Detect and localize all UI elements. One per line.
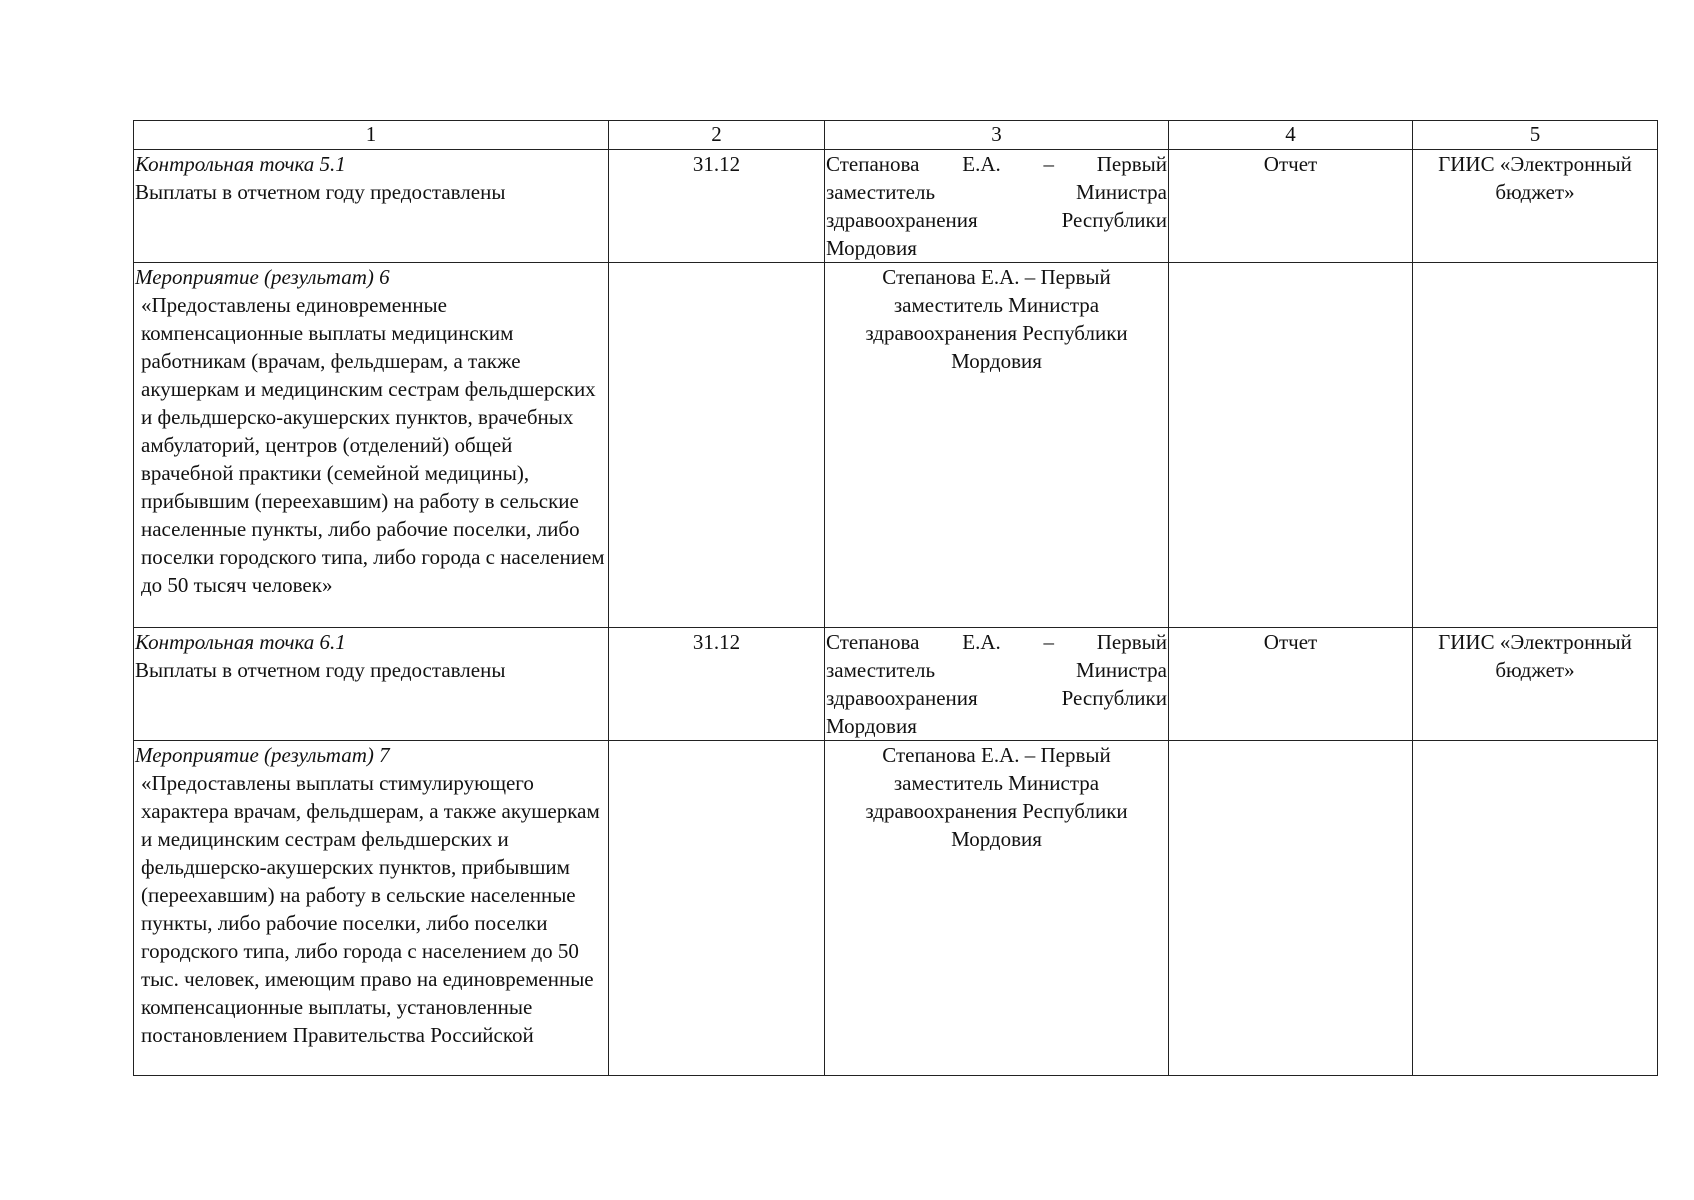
row-kind: Контрольная точка 5.1	[135, 152, 346, 176]
date-cell	[609, 263, 825, 628]
row-description: Выплаты в отчетном году предоставлены	[135, 180, 506, 204]
responsible-cell	[825, 628, 1169, 741]
header-row	[134, 121, 1658, 150]
responsible-line: заместитель Министра	[826, 180, 1167, 204]
date-cell: 31.12	[609, 628, 825, 741]
document-cell	[1169, 741, 1413, 1076]
table-row	[134, 628, 1658, 741]
system-cell	[1413, 741, 1658, 1076]
responsible-cell: Степанова Е.А. – Первый заместитель Министра здравоохранения Республики Мордовия	[825, 741, 1169, 1076]
row-description: Выплаты в отчетном году предоставлены	[135, 658, 506, 682]
document-cell: Отчет	[1169, 628, 1413, 741]
row-description: «Предоставлены единовременные компенсационные выплаты медицинским работникам (врачам, фельдшерам, а также акушеркам и медицинским сестрам фельдшерских и фельдшерско-акушерских пунктов, врачебных амбулаторий, центров (отделений) общей врачебной практики (семейной медицины), прибывшим (переехавшим) на работу в сельские населенные пункты, либо рабочие поселки, либо поселки городского типа, либо города с населением до 50 тысяч человек»	[141, 293, 605, 597]
responsible-line: здравоохранения Республики	[826, 686, 1167, 710]
table-row	[134, 150, 1658, 263]
responsible-cell: Степанова Е.А. – Первый заместитель Министра здравоохранения Республики Мордовия	[825, 263, 1169, 628]
document-cell: Отчет	[1169, 150, 1413, 263]
activity-cell	[134, 150, 609, 263]
header-col-1: 1	[134, 121, 609, 150]
row-kind: Мероприятие (результат) 6	[135, 265, 390, 289]
system-cell	[1413, 263, 1658, 628]
plan-table	[133, 120, 1658, 1076]
table-row	[134, 741, 1658, 1076]
date-cell: 31.12	[609, 150, 825, 263]
system-cell: ГИИС «Электронный бюджет»	[1413, 628, 1658, 741]
table-row	[134, 263, 1658, 628]
activity-cell	[134, 628, 609, 741]
responsible-line: Степанова Е.А. – Первый	[826, 630, 1167, 654]
date-cell	[609, 741, 825, 1076]
responsible-line: Мордовия	[826, 714, 917, 738]
header-col-5: 5	[1413, 121, 1658, 150]
header-col-2: 2	[609, 121, 825, 150]
responsible-line: Мордовия	[826, 236, 917, 260]
header-col-4: 4	[1169, 121, 1413, 150]
row-kind: Мероприятие (результат) 7	[135, 743, 390, 767]
responsible-cell	[825, 150, 1169, 263]
document-cell	[1169, 263, 1413, 628]
row-kind: Контрольная точка 6.1	[135, 630, 346, 654]
header-col-3: 3	[825, 121, 1169, 150]
row-description: «Предоставлены выплаты стимулирующего характера врачам, фельдшерам, а также акушеркам и медицинским сестрам фельдшерских и фельдшерско-акушерских пунктов, прибывшим (переехавшим) на работу в сельские населенные пункты, либо рабочие поселки, либо поселки городского типа, либо города с населением до 50 тыс. человек, имеющим право на единовременные компенсационные выплаты, установленные постановлением Правительства Российской	[141, 771, 600, 1047]
system-cell: ГИИС «Электронный бюджет»	[1413, 150, 1658, 263]
activity-cell	[134, 263, 609, 628]
responsible-line: здравоохранения Республики	[826, 208, 1167, 232]
responsible-line: заместитель Министра	[826, 658, 1167, 682]
activity-cell	[134, 741, 609, 1076]
responsible-line: Степанова Е.А. – Первый	[826, 152, 1167, 176]
